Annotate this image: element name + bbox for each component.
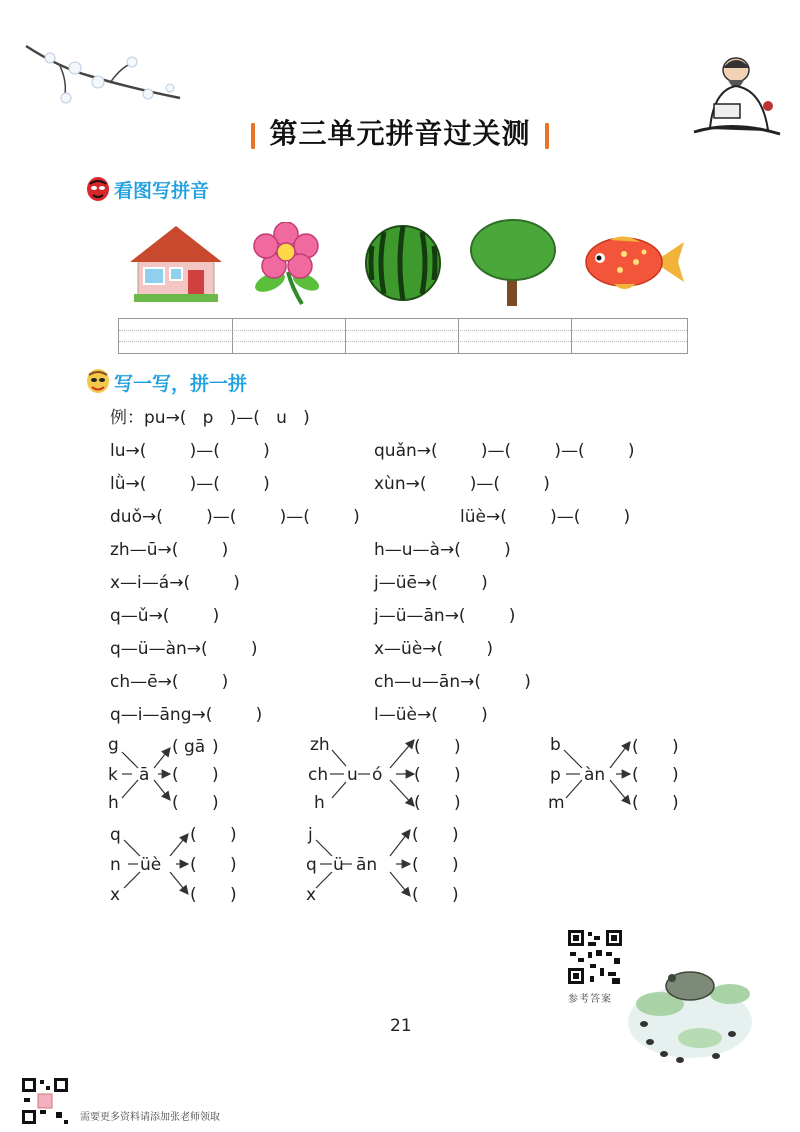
footer-note: 需要更多资料请添加张老师领取 <box>80 1112 220 1123</box>
svg-text:): ) <box>230 885 237 905</box>
svg-text:(: ( <box>412 855 419 875</box>
fan1-initial-3: h <box>108 793 119 813</box>
grid-cell-flower[interactable] <box>232 319 346 353</box>
fan1-initial-2: k <box>108 765 118 785</box>
qr-label: 参考答案 <box>568 994 612 1005</box>
exercise-right-2[interactable]: xùn→( )—( ) <box>374 474 550 494</box>
fan5-initial-3: x <box>306 885 317 905</box>
svg-text:): ) <box>452 825 459 845</box>
exercise-right-9[interactable]: l—üè→( ) <box>374 705 488 725</box>
title-bar-right <box>545 123 549 149</box>
svg-text:(: ( <box>190 885 197 905</box>
svg-text:): ) <box>454 765 461 785</box>
fan3-final: àn <box>584 765 606 785</box>
opera-mask-red-icon <box>86 174 110 202</box>
svg-text:): ) <box>452 885 459 905</box>
fan3-initial-3: m <box>548 793 565 813</box>
svg-text:): ) <box>452 855 459 875</box>
page-title: 第三单元拼音过关测 <box>0 112 800 152</box>
fan4-final: üè <box>140 855 162 875</box>
fan1-final: ā <box>139 765 150 785</box>
exercise-right-4[interactable]: h—u—à→( ) <box>374 540 511 560</box>
svg-text:): ) <box>672 765 679 785</box>
fan5-medial: ü <box>333 855 344 875</box>
exercise-left-7[interactable]: q—ü—àn→( ) <box>110 639 258 659</box>
page-number: 21 <box>390 1016 412 1036</box>
house-icon <box>130 222 222 304</box>
fan5-initial-2: q <box>306 855 317 875</box>
pinyin-writing-grid[interactable] <box>118 318 688 354</box>
fan3-initial-2: p <box>550 765 561 785</box>
exercise-left-1[interactable]: lu→( )—( ) <box>110 441 270 461</box>
svg-text:): ) <box>230 855 237 875</box>
exercise-left-2[interactable]: lǜ→( )—( ) <box>110 474 270 494</box>
title-bar-left <box>251 123 255 149</box>
svg-text:(: ( <box>414 737 421 757</box>
svg-text:): ) <box>212 793 219 813</box>
fan2-medial: u <box>347 765 358 785</box>
fan2-initial-3: h <box>314 793 325 813</box>
exercise-right-5[interactable]: j—üē→( ) <box>374 573 488 593</box>
svg-text:(: ( <box>414 765 421 785</box>
fan1-initial-1: g <box>108 735 119 755</box>
svg-text:): ) <box>454 737 461 757</box>
exercise-left-4[interactable]: zh—ū→( ) <box>110 540 229 560</box>
svg-text:): ) <box>230 825 237 845</box>
grid-cell-tree[interactable] <box>458 319 572 353</box>
exercise-left-3[interactable]: duǒ→( )—( )—( ) <box>110 507 360 527</box>
svg-text:): ) <box>672 737 679 757</box>
fan1-first-answer: gā <box>184 737 206 757</box>
fan2-initial-1: zh <box>310 735 330 755</box>
fan3-initial-1: b <box>550 735 561 755</box>
svg-text:(: ( <box>632 737 639 757</box>
answer-qr-code-icon[interactable] <box>566 928 624 986</box>
exercise-left-5[interactable]: x—i—á→( ) <box>110 573 240 593</box>
fan4-initial-3: x <box>110 885 121 905</box>
example-line: 例：pu→( p )—( u ) <box>110 408 310 428</box>
svg-text:(: ( <box>412 885 419 905</box>
svg-text:(: ( <box>190 855 197 875</box>
exercise-left-9[interactable]: q—i—āng→( ) <box>110 705 263 725</box>
svg-text:(: ( <box>412 825 419 845</box>
svg-text:(: ( <box>632 765 639 785</box>
svg-text:(: ( <box>190 825 197 845</box>
svg-text:(: ( <box>172 765 179 785</box>
grid-cell-house[interactable] <box>119 319 233 353</box>
svg-text:(: ( <box>172 793 179 813</box>
exercise-right-7[interactable]: x—üè→( ) <box>374 639 494 659</box>
fan4-initial-2: n <box>110 855 121 875</box>
fan2-final: ó <box>372 765 383 785</box>
exercise-left-8[interactable]: ch—ē→( ) <box>110 672 229 692</box>
exercise-left-6[interactable]: q—ǔ→( ) <box>110 606 220 626</box>
exercise-right-1[interactable]: quǎn→( )—( )—( ) <box>374 441 635 461</box>
flower-icon <box>248 222 324 306</box>
svg-text:(: ( <box>632 793 639 813</box>
section2-title: 写一写，拼一拼 <box>114 373 248 395</box>
fish-icon <box>584 232 686 294</box>
svg-text:): ) <box>672 793 679 813</box>
section1-title: 看图写拼音 <box>114 180 210 202</box>
fan2-initial-2: ch <box>308 765 329 785</box>
svg-text:): ) <box>212 765 219 785</box>
svg-text:(: ( <box>172 737 179 757</box>
watermelon-icon <box>364 224 442 302</box>
fan4-initial-1: q <box>110 825 121 845</box>
frog-tadpoles-icon <box>620 962 770 1072</box>
svg-text:): ) <box>212 737 219 757</box>
svg-text:): ) <box>454 793 461 813</box>
grid-cell-watermelon[interactable] <box>345 319 459 353</box>
fan5-final: ān <box>356 855 378 875</box>
exercise-right-6[interactable]: j—ü—ān→( ) <box>374 606 516 626</box>
fan5-initial-1: j <box>308 825 313 845</box>
exercise-right-8[interactable]: ch—u—ān→( ) <box>374 672 531 692</box>
spelling-fan-diagrams <box>100 728 720 918</box>
svg-text:(: ( <box>414 793 421 813</box>
tree-icon <box>470 218 556 308</box>
contact-qr-code-icon[interactable] <box>20 1076 70 1126</box>
opera-mask-yellow-icon <box>86 366 110 394</box>
exercise-right-3[interactable]: lüè→( )—( ) <box>460 507 631 527</box>
